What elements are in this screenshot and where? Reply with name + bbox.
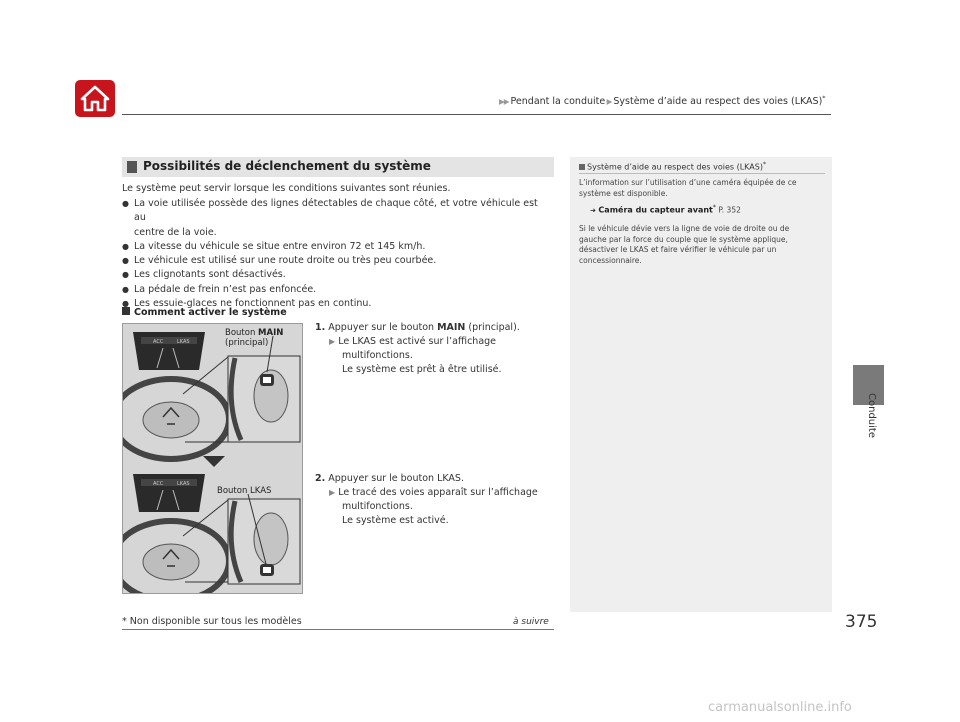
section-square-icon — [127, 161, 137, 173]
header-divider — [122, 114, 831, 115]
sidebar-para-2: Si le véhicule dévie vers la ligne de voie de droite ou de gauche par la force du couple que le système applique, désactiver le LKAS et faire vérifier le véhicule par un concessionnaire. — [579, 224, 790, 265]
section-title-bar — [122, 157, 554, 177]
condition-item: ● La vitesse du véhicule se situe entre environ 72 et 145 km/h. — [122, 240, 552, 254]
section-title: Possibilités de déclenchement du système — [143, 159, 431, 173]
step-result: Le tracé des voies apparaît sur l’affichage — [338, 487, 538, 498]
intro-text: Le système peut servir lorsque les conditions suivantes sont réunies. — [122, 183, 451, 194]
lkas-button-label: Bouton LKAS — [217, 486, 272, 496]
breadcrumb-lkas[interactable]: Système d’aide au respect des voies (LKAS) — [613, 96, 823, 108]
home-icon — [79, 84, 111, 113]
main-button-label: Bouton MAIN (principal) — [225, 328, 284, 348]
continued-label: à suivre — [513, 617, 549, 627]
footer-divider — [122, 629, 554, 630]
display-label-lkas: LKAS — [177, 481, 190, 487]
footnote: * Non disponible sur tous les modèles — [122, 616, 302, 627]
chapter-tab-label[interactable]: Conduite — [866, 393, 877, 438]
conditions-list — [122, 197, 552, 311]
display-label-lkas: LKAS — [177, 339, 190, 345]
watermark: carmanualsonline.info — [708, 700, 852, 715]
camera-reference-link[interactable]: ➔ Caméra du capteur avant* P. 352 — [590, 204, 741, 215]
step-result: Le LKAS est activé sur l’affichage — [338, 336, 497, 347]
sidebar-heading-divider — [579, 173, 825, 174]
breadcrumb-driving[interactable]: Pendant la conduite — [510, 96, 606, 108]
condition-item: ● Le véhicule est utilisé sur une route droite ou très peu courbée. — [122, 254, 552, 268]
step-number: 2. — [315, 473, 326, 484]
sidebar-note — [570, 157, 832, 612]
step-1: 1. Appuyer sur le bouton MAIN (principal). ▶ Le LKAS est activé sur l’affichage multifonctions. Le système est prêt à être utilisé. — [315, 322, 520, 375]
condition-item: ● Les essuie-glaces ne fonctionnent pas en continu. — [122, 297, 552, 311]
steering-illustration — [122, 323, 303, 594]
step-number: 1. — [315, 322, 326, 333]
display-label-acc: ACC — [153, 481, 164, 487]
reference-arrow-icon: ➔ — [590, 206, 596, 215]
page-number: 375 — [845, 612, 878, 632]
home-button[interactable] — [75, 80, 115, 117]
sidebar-heading: Système d’aide au respect des voies (LKAS)* — [579, 161, 766, 172]
subsection-heading: Comment activer le système — [122, 307, 287, 318]
subsection-square-icon — [122, 307, 130, 315]
step-2: 2. Appuyer sur le bouton LKAS. ▶ Le tracé des voies apparaît sur l’affichage multifonctions. Le système est activé. — [315, 473, 538, 526]
sidebar-para-1: L’information sur l’utilisation d’une caméra équipée de ce système est disponible. — [579, 178, 797, 198]
breadcrumb-arrow-icon: ▶ — [605, 97, 612, 107]
condition-item: ● Les clignotants sont désactivés. — [122, 268, 552, 282]
result-arrow-icon: ▶ — [329, 337, 336, 346]
breadcrumb-arrow-icon: ▶▶ — [499, 97, 509, 107]
result-arrow-icon: ▶ — [329, 488, 336, 497]
breadcrumb — [499, 94, 826, 107]
display-label-acc: ACC — [153, 339, 164, 345]
note-square-icon — [579, 164, 585, 170]
steering-wheel-drawing — [123, 324, 303, 594]
condition-item: ● La voie utilisée possède des lignes détectables de chaque côté, et votre véhicule est au centre de la voie. — [122, 197, 552, 240]
condition-item: ● La pédale de frein n’est pas enfoncée. — [122, 283, 552, 297]
availability-mark: * — [822, 94, 826, 102]
